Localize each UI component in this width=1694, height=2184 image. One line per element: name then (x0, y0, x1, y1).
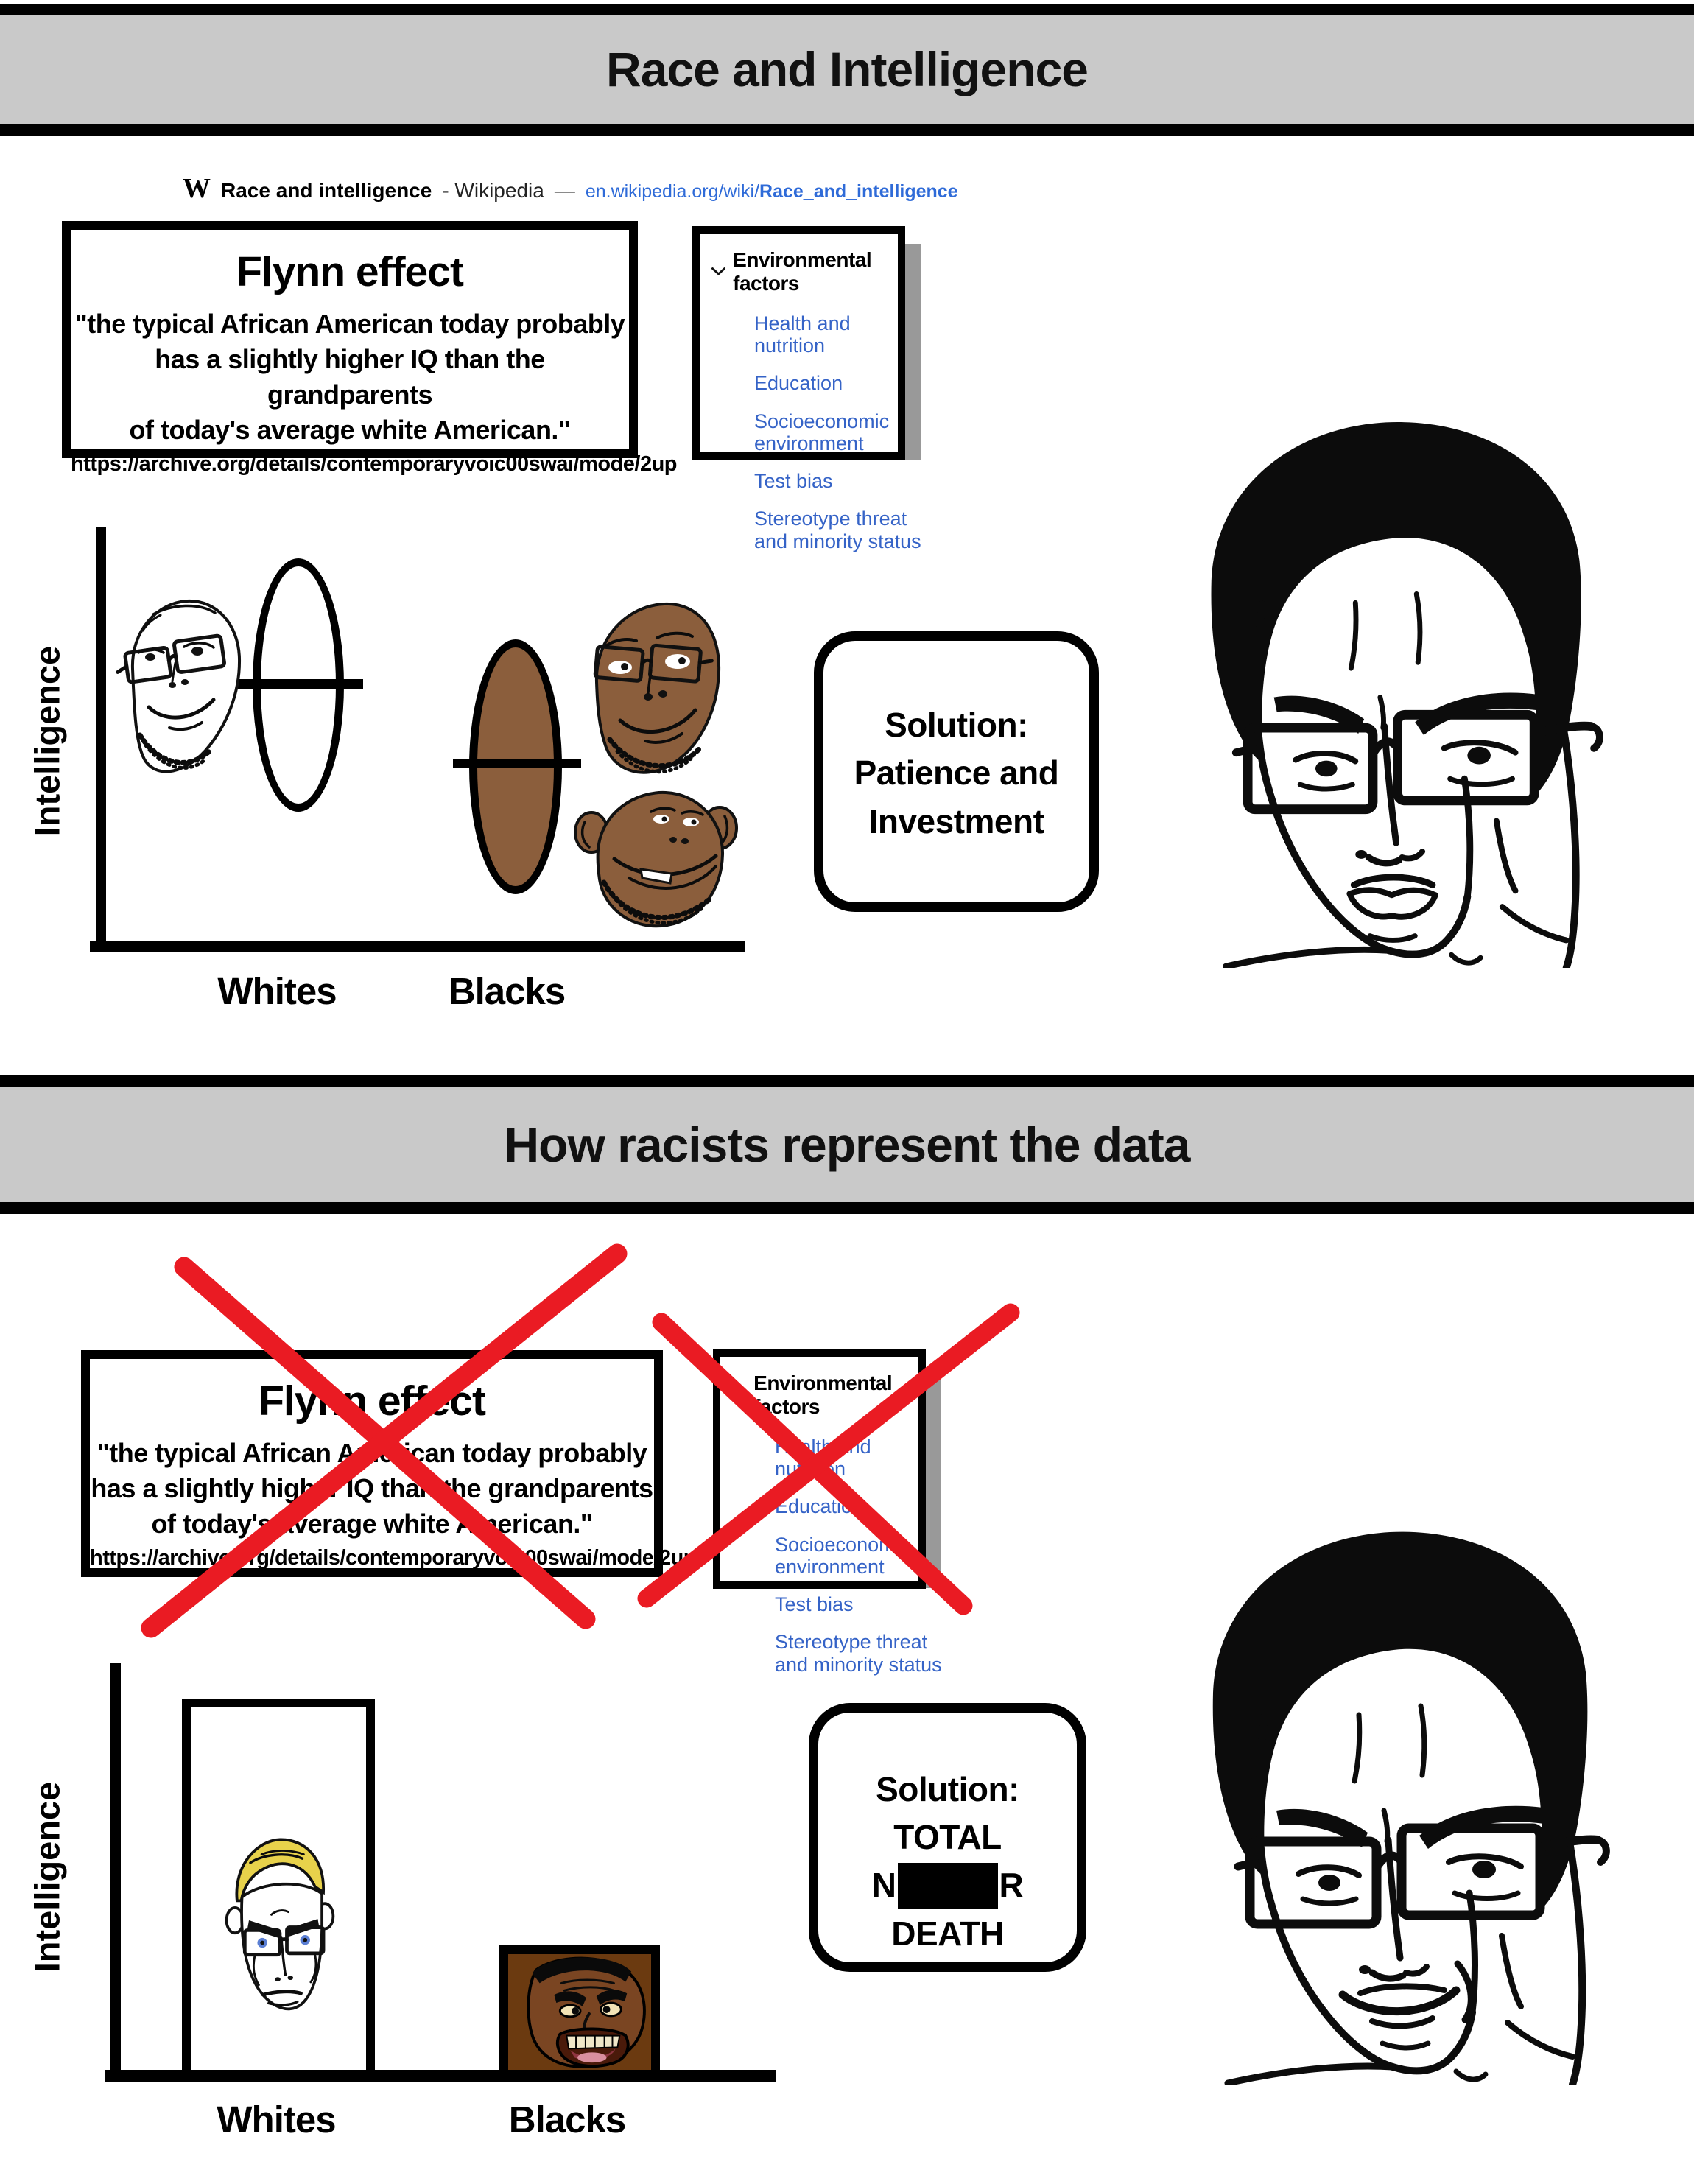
env-link[interactable]: Stereotype threat and minority status (754, 508, 921, 552)
bottom-chart-label-whites: Whites (217, 2099, 336, 2141)
env-link[interactable]: Socioeconomic environment (775, 1533, 910, 1578)
chevron-down-icon (711, 265, 725, 278)
top-banner-title: Race and Intelligence (606, 42, 1088, 96)
tab-separator: — (554, 179, 575, 202)
env-title-row: Environmental factors (732, 1372, 908, 1419)
banner-bottom-rule (0, 124, 1694, 136)
blacks-mean-line (453, 759, 581, 768)
wikipedia-logo-icon: W (183, 173, 211, 204)
censored-word-row (818, 1862, 1077, 1910)
env-link[interactable]: Test bias (754, 470, 833, 493)
flynn-source-url[interactable]: https://archive.org/details/contemporaryvoic00swai/mode/2up (71, 452, 678, 476)
censor-bar (898, 1863, 998, 1909)
bottom-chart-x-axis (105, 2070, 776, 2082)
censored-word-right: R (999, 1866, 1024, 1905)
flynn-effect-box (62, 221, 678, 476)
smug-wojak-face-icon (1136, 386, 1607, 968)
env-link[interactable]: Health and nutrition (775, 1436, 871, 1481)
censored-word-left: N (871, 1866, 896, 1905)
bottom-chart-y-axis (110, 1663, 121, 2082)
top-chart-y-label: Intelligence (27, 645, 67, 837)
flynn-quote: "the typical African American today probably has a slightly higher IQ than the grandparents of today's average white American." (91, 1438, 653, 1539)
white-wojak-face-icon (102, 588, 249, 785)
env-box-shadow (905, 244, 921, 460)
flynn-source-url[interactable]: https://archive.org/details/contemporaryvoic00swai/mode/2up (90, 1545, 697, 1570)
env-link[interactable]: Education (775, 1495, 864, 1518)
top-chart-label-blacks: Blacks (448, 970, 566, 1012)
env-link[interactable]: Test bias (775, 1593, 854, 1616)
solution-line: Solution: (885, 706, 1028, 744)
brown-wojak-glasses-face-icon (574, 594, 731, 776)
bottom-banner (0, 1087, 1694, 1202)
solution-line: Investment (868, 801, 1044, 840)
env-link[interactable]: Socioeconomic environment (754, 410, 890, 454)
tab-title-suffix: - Wikipedia (442, 179, 544, 202)
top-banner (0, 15, 1694, 124)
solution-box-top (814, 631, 1099, 912)
env-link[interactable]: Stereotype threat and minority status (775, 1631, 942, 1676)
tab-url[interactable]: en.wikipedia.org/wiki/Race_and_intelligence (585, 181, 958, 202)
solution-line: Patience and (854, 754, 1059, 793)
tab-title: Race and intelligence (221, 179, 432, 202)
env-link[interactable]: Education (754, 372, 843, 395)
flynn-quote: "the typical African American today probably has a slightly higher IQ than the grandparents of today's average white American." (74, 309, 625, 445)
env-title-row: Environmental factors (711, 248, 888, 295)
solution-line: TOTAL (893, 1818, 1002, 1857)
bottom-chart-y-label: Intelligence (27, 1781, 67, 1973)
env-link[interactable]: Health and nutrition (754, 312, 851, 357)
flynn-title: Flynn effect (236, 248, 463, 295)
browser-tab[interactable] (183, 172, 958, 205)
whites-mean-line (236, 679, 363, 689)
top-chart-label-whites: Whites (217, 970, 337, 1012)
brown-wojak-ears-face-icon (572, 779, 739, 935)
env-links (711, 295, 921, 552)
blond-chad-face-icon (219, 1825, 339, 2046)
angry-black-face-icon (502, 1948, 657, 2072)
banner2-bottom-rule (0, 1202, 1694, 1214)
solution-line: Solution: (876, 1770, 1019, 1808)
environmental-factors-box (692, 226, 921, 552)
bottom-banner-title: How racists represent the data (504, 1117, 1190, 1172)
banner-top-rule (0, 4, 1694, 15)
flynn-title: Flynn effect (259, 1377, 485, 1425)
smug-wojak-smiling-face-icon (1136, 1495, 1614, 2085)
red-x-env-icon (630, 1293, 1027, 1617)
solution-line: DEATH (891, 1914, 1004, 1953)
bottom-chart-label-blacks: Blacks (508, 2099, 626, 2141)
banner2-top-rule (0, 1075, 1694, 1087)
top-chart-x-axis (90, 941, 745, 952)
solution-box-bottom (809, 1703, 1086, 1972)
red-x-flynn-icon (110, 1230, 648, 1643)
